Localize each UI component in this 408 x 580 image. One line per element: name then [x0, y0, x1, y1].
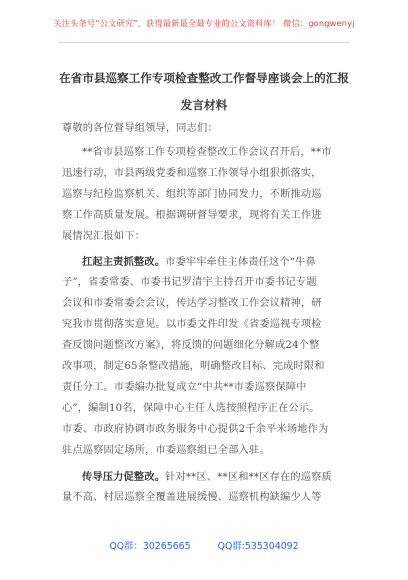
section-1-line: 驻点巡察固定场所，市委巡察组已全部入驻。	[62, 445, 270, 456]
intro-line: 迅速行动，市县两级党委和巡察工作领导小组狠抓落实，	[62, 168, 322, 179]
intro-line: 巡察与纪检监察机关、组织等部门协同发力，不断推动巡	[62, 189, 322, 200]
section-2-first-text: 针对**区、**区和**区存在的巡察质	[165, 472, 332, 483]
section-1-line: 查反馈问题整改方案》，将反馈的问题细化分解成24个整	[62, 340, 320, 351]
section-1-first-text: 市委牢牢牵住主体责任这个“牛鼻	[165, 257, 316, 268]
section-1-line: 究我市贯彻落实意见。以市委文件印发《省委巡视专项检	[62, 319, 322, 330]
section-1-line: 子”，省委常委、市委书记罗清宇主持召开市委书记专题	[62, 277, 317, 288]
footer-qq-group-1: QQ群：30265665	[109, 541, 191, 552]
section-1-line: 责任分工。市委编办批复成立“中共**市委巡察保障中	[62, 382, 307, 393]
section-1-line: 会议和市委常委会会议，传达学习整改工作会议精神，研	[62, 298, 322, 309]
intro-line: **省市县巡察工作专项检查整改工作会议召开后，**市	[82, 147, 332, 158]
footer-qq-group-2: QQ群:535304092	[217, 541, 299, 552]
section-2-first-line	[62, 470, 352, 485]
section-2-line: 量不高、村居巡察全覆盖进展缓慢、巡察机构缺编少人等	[62, 492, 322, 503]
document-title-line-2: 发言材料	[180, 98, 228, 112]
section-1-first-line	[62, 255, 352, 270]
section-2-heading: 传导压力促整改。	[82, 471, 166, 483]
section-1-line: 改事项，制定65条整改措施，明确整改目标、完成时限和	[62, 361, 325, 372]
header-divider	[58, 42, 350, 43]
greeting: 尊敬的各位督导组领导，同志们：	[62, 123, 218, 134]
document-title-line-1: 在省市县巡察工作专项检查整改工作督导座谈会上的汇报	[59, 71, 349, 85]
section-1-line: 心”，编制10名，保障中心主任人选按照程序正在公示。	[62, 403, 320, 414]
header-banner: 关注头条号“公文研究”，获得最新最全最专业的公文资料库！ 微信：gongwenyj	[53, 18, 355, 28]
footer-contacts	[0, 538, 408, 552]
section-1-heading: 扛起主责抓整改。	[82, 256, 166, 268]
intro-line: 展情况汇报如下：	[62, 231, 146, 242]
intro-line: 察工作高质量发展。根据调研督导要求，现将有关工作进	[62, 210, 322, 221]
section-1-line: 市委、市政府协调市政务服务中心提供2千余平米场地作为	[62, 424, 329, 435]
